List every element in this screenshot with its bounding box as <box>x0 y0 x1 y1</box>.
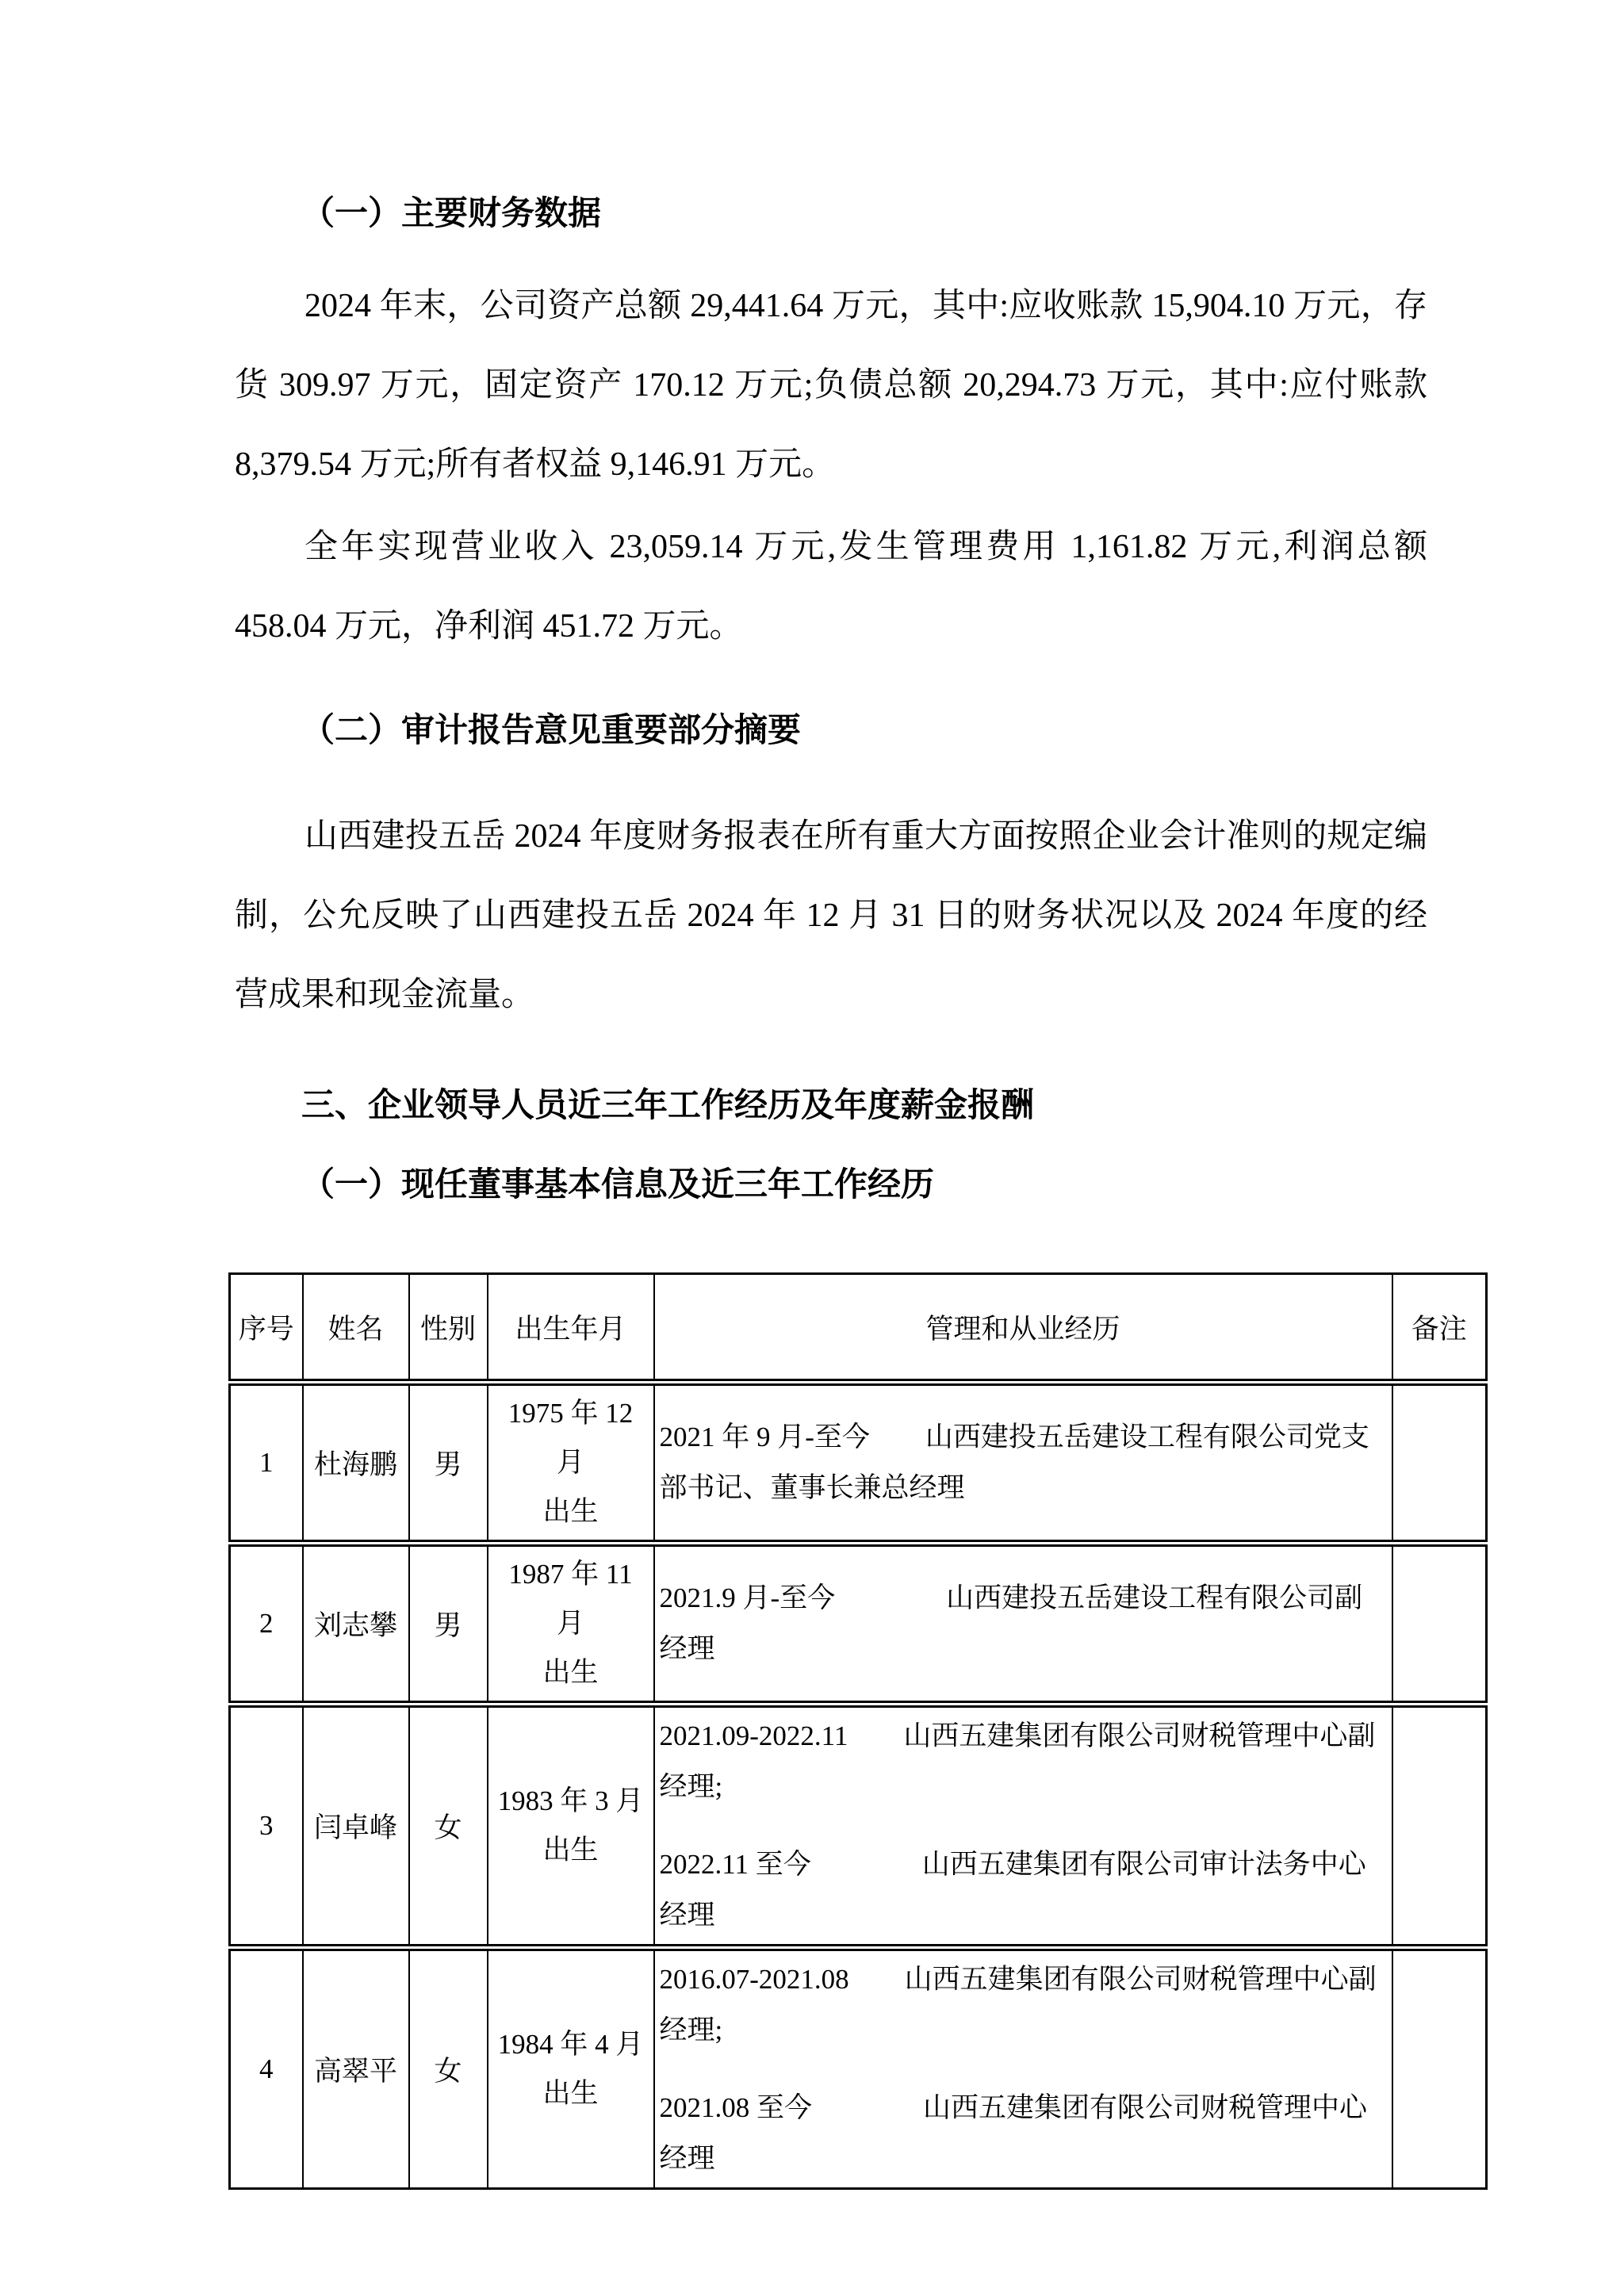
cell-birth <box>488 1383 654 1544</box>
table-row <box>230 1544 1487 1705</box>
cell-name: 杜海鹏 <box>303 1383 409 1544</box>
paragraph-assets-liabilities: 2024 年末，公司资产总额 29,441.64 万元，其中:应收账款 15,904.10 万元，存货 309.97 万元，固定资产 170.12 万元;负债总额 20,294.73 万元，其中:应付账款 8,379.54 万元;所有者权益 9,146.91 万元。 <box>235 288 1427 483</box>
document-content <box>235 0 1467 2190</box>
birth-line-1: 1983 年 3 月 <box>497 1785 644 1816</box>
birth-line-2: 出生 <box>542 1657 599 1688</box>
cell-serial: 4 <box>230 1948 303 2189</box>
birth-line-2: 出生 <box>542 1496 599 1527</box>
paragraph-revenue-profit: 全年实现营业收入 23,059.14 万元,发生管理费用 1,161.82 万元,利润总额 458.04 万元，净利润 451.72 万元。 <box>235 529 1427 645</box>
directors-table <box>228 1272 1488 2190</box>
cell-name: 刘志攀 <box>303 1544 409 1705</box>
cell-gender: 男 <box>409 1544 488 1705</box>
section-heading-directors-info: （一）现任董事基本信息及近三年工作经历 <box>301 1167 935 1203</box>
cell-note <box>1392 1383 1487 1544</box>
cell-gender: 女 <box>409 1705 488 1948</box>
header-cell-gender: 性别 <box>409 1274 488 1383</box>
cell-name: 闫卓峰 <box>303 1705 409 1948</box>
experience-entry: 2021.09-2022.11 山西五建集团有限公司财税管理中心副经理; <box>659 1720 1376 1802</box>
cell-experience <box>654 1383 1392 1544</box>
header-cell-serial: 序号 <box>230 1274 303 1383</box>
cell-serial: 3 <box>230 1705 303 1948</box>
experience-entry: 2021 年 9 月-至今 山西建投五岳建设工程有限公司党支部书记、董事长兼总经理 <box>659 1422 1369 1503</box>
table-header-row <box>230 1274 1487 1383</box>
cell-gender: 男 <box>409 1383 488 1544</box>
header-cell-birth: 出生年月 <box>488 1274 654 1383</box>
cell-experience <box>654 1948 1392 2189</box>
section-heading-financial-data: （一）主要财务数据 <box>301 196 602 232</box>
birth-line-2: 出生 <box>542 1835 599 1866</box>
experience-entry: 2016.07-2021.08 山西五建集团有限公司财税管理中心副经理; <box>659 1964 1377 2045</box>
cell-birth <box>488 1544 654 1705</box>
header-cell-note: 备注 <box>1392 1274 1487 1383</box>
table-row <box>230 1948 1487 2189</box>
cell-birth <box>488 1705 654 1948</box>
cell-name: 高翠平 <box>303 1948 409 2189</box>
cell-gender: 女 <box>409 1948 488 2189</box>
section-heading-audit-opinion: （二）审计报告意见重要部分摘要 <box>301 713 802 749</box>
cell-note <box>1392 1705 1487 1948</box>
cell-experience <box>654 1544 1392 1705</box>
experience-entry: 2021.08 至今 山西五建集团有限公司财税管理中心经理 <box>659 2092 1368 2174</box>
experience-entry: 2022.11 至今 山西五建集团有限公司审计法务中心经理 <box>659 1849 1366 1931</box>
cell-note <box>1392 1544 1487 1705</box>
birth-line-2: 出生 <box>542 2078 599 2109</box>
cell-birth <box>488 1948 654 2189</box>
birth-line-1: 1984 年 4 月 <box>497 2029 644 2060</box>
birth-line-1: 1975 年 12 月 <box>508 1398 634 1478</box>
header-cell-experience: 管理和从业经历 <box>654 1274 1392 1383</box>
table-row <box>230 1383 1487 1544</box>
section-heading-leadership: 三、企业领导人员近三年工作经历及年度薪金报酬 <box>301 1088 1035 1124</box>
experience-entry: 2021.9 月-至今 山西建投五岳建设工程有限公司副经理 <box>659 1582 1363 1664</box>
cell-serial: 2 <box>230 1544 303 1705</box>
cell-serial: 1 <box>230 1383 303 1544</box>
birth-line-1: 1987 年 11 月 <box>508 1559 633 1639</box>
cell-experience <box>654 1705 1392 1948</box>
paragraph-audit-statement: 山西建投五岳 2024 年度财务报表在所有重大方面按照企业会计准则的规定编制，公允反映了山西建投五岳 2024 年 12 月 31 日的财务状况以及 2024 年度的经营成果和现金流量。 <box>235 818 1427 1013</box>
table-row <box>230 1705 1487 1948</box>
cell-note <box>1392 1948 1487 2189</box>
header-cell-name: 姓名 <box>303 1274 409 1383</box>
